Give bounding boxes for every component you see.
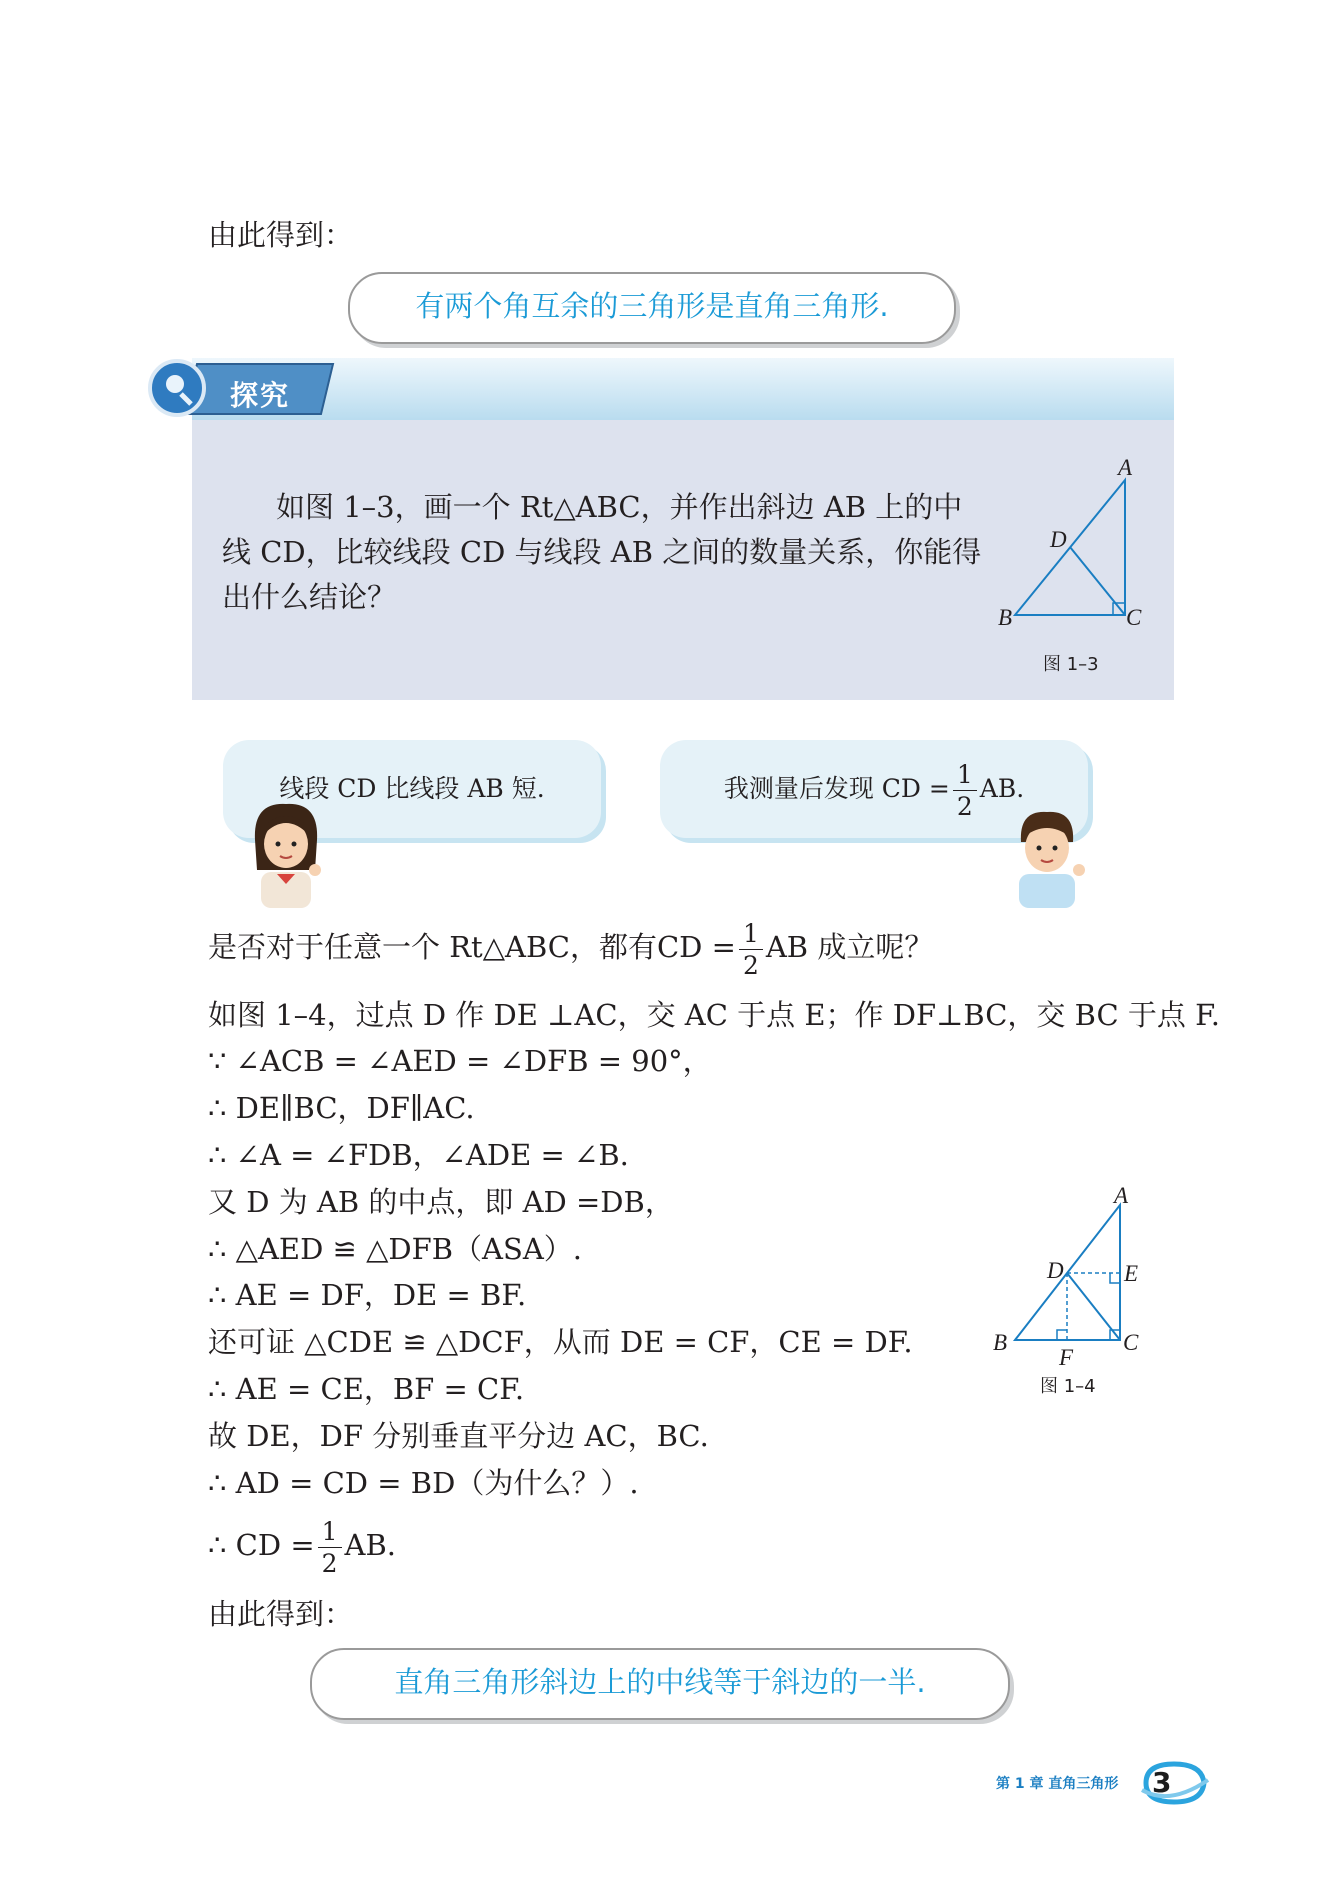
proof-line-10: 故 DE，DF 分别垂直平分边 AC，BC. [208, 1419, 709, 1453]
theorem-text-1: 有两个角互余的三角形是直角三角形. [415, 289, 889, 323]
proof-line-5: 又 D 为 AB 的中点，即 AD =DB， [208, 1185, 674, 1219]
speech-bubble-boy: 我测量后发现 CD = $\frac{1}{2}$ AB. [660, 740, 1088, 838]
proof-line-7: ∴ AE = DF，DE = BF. [208, 1278, 527, 1312]
bubble-boy-text: 我测量后发现 CD = [723, 774, 950, 803]
fig14-label-b: B [993, 1330, 1008, 1355]
boy-avatar [1005, 806, 1089, 908]
fig13-label-d: D [1050, 527, 1067, 552]
proof-line-3: ∴ DE∥BC，DF∥AC. [208, 1091, 475, 1125]
proof-line-1: 如图 1–4，过点 D 作 DE ⊥AC，交 AC 于点 E；作 DF⊥BC，交 BC 于点 F. [208, 998, 1220, 1032]
bubble-girl-text: 线段 CD 比线段 AB 短. [279, 774, 545, 803]
girl-avatar [245, 800, 327, 908]
proof-line-2: ∵ ∠ACB = ∠AED = ∠DFB = 90°， [208, 1044, 712, 1078]
proof-line-9: ∴ AE = CE，BF = CF. [208, 1372, 525, 1406]
footer-page-badge [1140, 1760, 1210, 1806]
question-line: 是否对于任意一个 Rt△ABC，都有CD = $\frac{1}{2}$ AB 成立呢？ [208, 918, 934, 980]
proof-line-4: ∴ ∠A = ∠FDB，∠ADE = ∠B. [208, 1138, 629, 1172]
explore-line-3: 出什么结论？ [222, 580, 397, 614]
figure-1-3 [990, 455, 1150, 630]
explore-line-2: 线 CD，比较线段 CD 与线段 AB 之间的数量关系，你能得 [222, 535, 982, 569]
question-fraction: $\frac{1}{2}$ [739, 921, 763, 978]
explore-line-1: 如图 1–3，画一个 Rt△ABC，并作出斜边 AB 上的中 [276, 490, 963, 524]
fig13-label-b: B [998, 605, 1013, 630]
proof-fraction: $\frac{1}{2}$ [318, 1519, 342, 1576]
fig13-label-c: C [1126, 605, 1142, 630]
proof-line-6: ∴ △AED ≌ △DFB（ASA）. [208, 1232, 583, 1266]
footer-page-number: 3 [1152, 1766, 1172, 1799]
theorem-box-2 [310, 1648, 1010, 1720]
fig13-caption: 图 1–3 [1043, 654, 1099, 675]
fig13-label-a: A [1118, 455, 1133, 480]
proof-line-11: ∴ AD = CD = BD（为什么？）. [208, 1466, 639, 1500]
fig14-label-f: F [1059, 1345, 1074, 1370]
fig14-label-d: D [1047, 1258, 1064, 1283]
bubble-boy-fraction: $\frac{1}{2}$ [953, 762, 977, 819]
intro-text-top: 由此得到： [208, 218, 354, 252]
fig14-label-e: E [1124, 1261, 1139, 1286]
intro-text-bottom: 由此得到： [208, 1597, 354, 1631]
proof-line-12: ∴ CD = $\frac{1}{2}$ AB. [208, 1516, 397, 1578]
fig14-caption: 图 1–4 [1040, 1376, 1096, 1397]
explore-badge-label: 探究 [230, 379, 291, 412]
fig14-label-a: A [1114, 1183, 1129, 1208]
footer-chapter: 第 1 章 直角三角形 [996, 1776, 1119, 1792]
theorem-box-1 [348, 272, 956, 344]
proof-line-8: 还可证 △CDE ≌ △DCF，从而 DE = CF，CE = DF. [208, 1325, 913, 1359]
theorem-text-2: 直角三角形斜边上的中线等于斜边的一半. [394, 1665, 926, 1699]
fig14-label-c: C [1123, 1330, 1139, 1355]
